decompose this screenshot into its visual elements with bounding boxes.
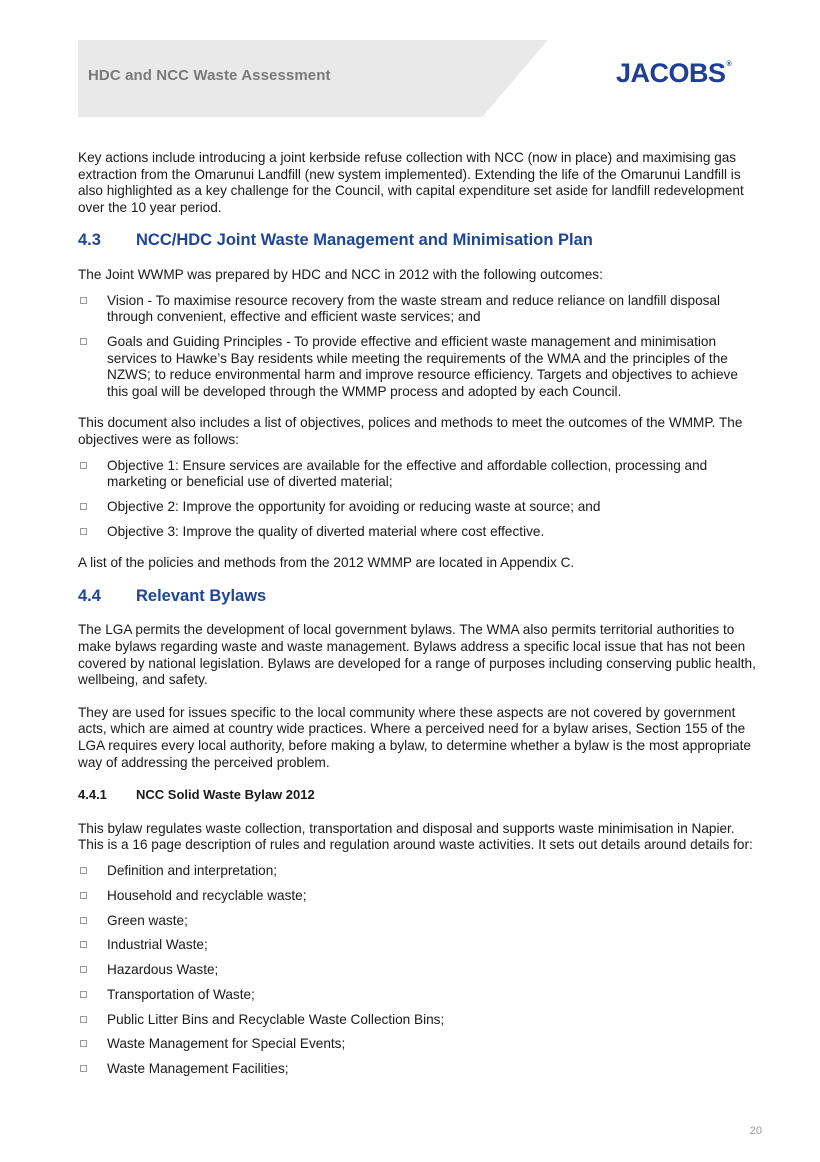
list-item: Waste Management for Special Events; xyxy=(78,1036,762,1053)
list-item: Industrial Waste; xyxy=(78,937,762,954)
section-heading-4-4 xyxy=(78,588,762,605)
bullet-box-icon xyxy=(80,462,87,469)
registered-mark: ® xyxy=(726,61,732,68)
jacobs-logo xyxy=(616,60,731,87)
list-item: Objective 3: Improve the quality of diverted material where cost effective. xyxy=(78,524,762,541)
bullet-box-icon xyxy=(80,1065,87,1072)
paragraph: They are used for issues specific to the local community where these aspects are not covered by government acts, which are aimed at country wide practices. Where a perceived need for a bylaw arises, Section 155 of the LGA requires every local authority, before making a bylaw, to determine whether a bylaw is the most appropriate way of addressing the perceived problem. xyxy=(78,704,751,770)
subsection-heading-4-4-1 xyxy=(78,787,762,804)
subsection-number: 4.4.1 xyxy=(78,787,107,803)
subsection-title: NCC Solid Waste Bylaw 2012 xyxy=(136,787,315,803)
paragraph: The Joint WWMP was prepared by HDC and NCC in 2012 with the following outcomes: xyxy=(78,266,603,282)
bullet-box-icon xyxy=(80,917,87,924)
section-number: 4.3 xyxy=(78,231,101,250)
list-item: Goals and Guiding Principles - To provide effective and efficient waste management and minimisation services to Hawke’s Bay residents while meeting the requirements of the WMA and the principles of the NZWS; to reduce environmental harm and improve resource efficiency. Targets and objectives to achieve this goal will be developed through the WMMP process and adopted by each Council. xyxy=(78,334,762,400)
section-title: Relevant Bylaws xyxy=(136,586,267,605)
bylaw-items-list xyxy=(78,863,762,1078)
bullet-box-icon xyxy=(80,867,87,874)
bullet-box-icon xyxy=(80,338,87,345)
bullet-box-icon xyxy=(80,1040,87,1047)
list-item: Definition and interpretation; xyxy=(78,863,762,880)
bullet-box-icon xyxy=(80,1016,87,1023)
paragraph: A list of the policies and methods from the 2012 WMMP are located in Appendix C. xyxy=(78,555,575,571)
logo-text: JACOBS xyxy=(616,58,726,88)
paragraph: This document also includes a list of objectives, polices and methods to meet the outcomes of the WMMP. The objectives were as follows: xyxy=(78,415,743,447)
objectives-list xyxy=(78,458,762,541)
list-item: Waste Management Facilities; xyxy=(78,1061,762,1078)
bullet-box-icon xyxy=(80,297,87,304)
page-content xyxy=(78,150,762,1093)
section-title: NCC/HDC Joint Waste Management and Minimisation Plan xyxy=(136,231,593,250)
bullet-box-icon xyxy=(80,991,87,998)
list-item: Public Litter Bins and Recyclable Waste Collection Bins; xyxy=(78,1012,762,1029)
outcomes-list xyxy=(78,293,762,401)
list-item: Objective 1: Ensure services are available for the effective and affordable collection, processing and marketing or beneficial use of diverted material; xyxy=(78,458,762,491)
paragraph: This bylaw regulates waste collection, transportation and disposal and supports waste minimisation in Napier. This is a 16 page description of rules and regulation around waste activities. It sets out details around details for: xyxy=(78,820,753,853)
bullet-box-icon xyxy=(80,503,87,510)
bullet-box-icon xyxy=(80,966,87,973)
bullet-box-icon xyxy=(80,941,87,948)
list-item: Transportation of Waste; xyxy=(78,987,762,1004)
section-number: 4.4 xyxy=(78,586,101,605)
section-heading-4-3 xyxy=(78,232,762,249)
list-item: Vision - To maximise resource recovery from the waste stream and reduce reliance on landfill disposal through convenient, effective and efficient waste services; and xyxy=(78,293,762,326)
page-number: 20 xyxy=(749,1125,762,1137)
list-item: Green waste; xyxy=(78,913,762,930)
bullet-box-icon xyxy=(80,528,87,535)
list-item: Household and recyclable waste; xyxy=(78,888,762,905)
list-item: Objective 2: Improve the opportunity for avoiding or reducing waste at source; and xyxy=(78,499,762,516)
paragraph: The LGA permits the development of local government bylaws. The WMA also permits territorial authorities to make bylaws regarding waste and waste management. Bylaws address a specific local issue that has not been covered by national legislation. Bylaws are developed for a range of purposes including conserving public health, wellbeing, and safety. xyxy=(78,622,756,688)
document-title: HDC and NCC Waste Assessment xyxy=(88,67,331,84)
bullet-box-icon xyxy=(80,892,87,899)
list-item: Hazardous Waste; xyxy=(78,962,762,979)
intro-paragraph: Key actions include introducing a joint kerbside refuse collection with NCC (now in place) and maximising gas extraction from the Omarunui Landfill (new system implemented). Extending the life of the Omarunui Landfill is also highlighted as a key challenge for the Council, with capital expenditure set aside for landfill redevelopment over the 10 year period. xyxy=(78,150,744,215)
